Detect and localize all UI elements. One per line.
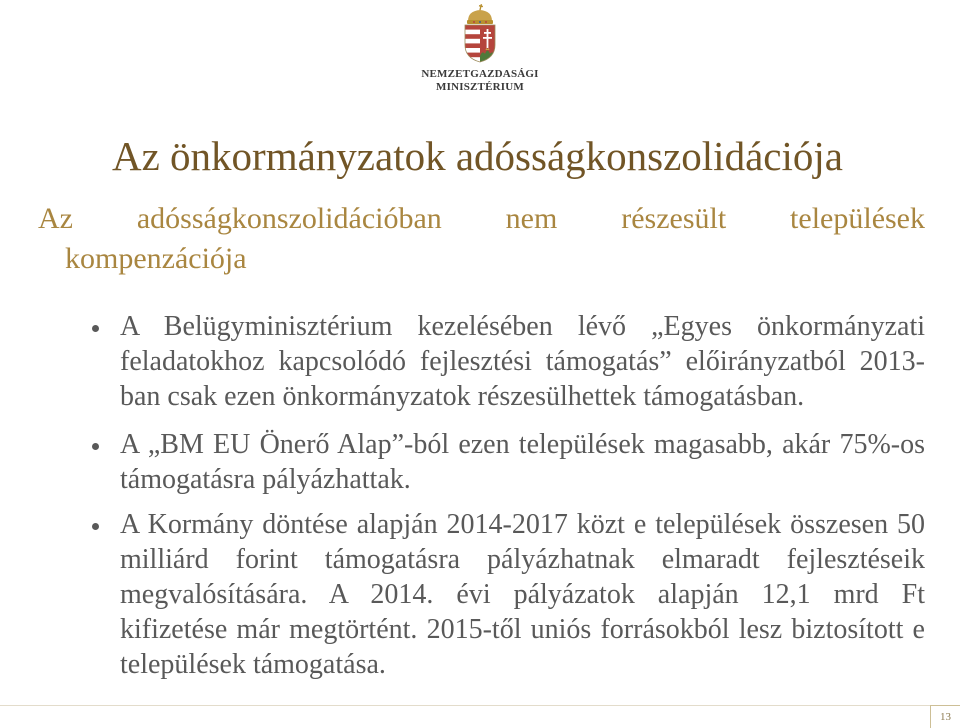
slide-title: Az önkormányzatok adósságkonszolidációja xyxy=(112,133,843,179)
bullet-line: A „BM EU Önerő Alap”-ból ezen települések magasabb, akár 75%-os xyxy=(120,429,925,460)
bullet-marker xyxy=(92,325,99,332)
crest-shield xyxy=(465,25,495,63)
bullet-point xyxy=(120,427,925,497)
crown-jewel xyxy=(485,21,487,23)
shield-stripe xyxy=(465,43,480,48)
bullet-marker xyxy=(92,443,99,450)
bullet-line: A Kormány döntése alapján 2014-2017 közt e települések összesen 50 xyxy=(120,509,925,540)
bullet-line: feladatokhoz kapcsolódó fejlesztési támogatás” előirányzatból 2013- xyxy=(120,346,925,377)
shield-stripe xyxy=(465,34,480,39)
shield-stripe xyxy=(465,25,480,30)
coat-of-arms-logo xyxy=(459,3,501,63)
bullet-line: települések támogatása. xyxy=(120,649,386,680)
bullet-line: támogatásra pályázhattak. xyxy=(120,464,411,495)
slide-subtitle xyxy=(38,199,925,279)
ministry-name-line-2: MINISZTÉRIUM xyxy=(436,81,524,93)
crown-arch xyxy=(468,10,492,21)
bullet-line: kifizetése már megtörtént. 2015-től uniós forrásokból lesz biztosított e xyxy=(120,614,925,645)
page-number: 13 xyxy=(930,705,960,728)
crown-jewel xyxy=(479,21,481,23)
crest-crown xyxy=(467,4,493,24)
ministry-name-line-1: NEMZETGAZDASÁGI xyxy=(421,68,539,80)
bullet-point xyxy=(120,507,925,682)
crown-jewel xyxy=(473,21,475,23)
bullet-line: A Belügyminisztérium kezelésében lévő „Egyes önkormányzati xyxy=(120,311,925,342)
bullet-marker xyxy=(92,523,99,530)
bullet-line: ban csak ezen önkormányzatok részesülhettek támogatásban. xyxy=(120,381,805,412)
subtitle-line: Az adósságkonszolidációban nem részesült települések xyxy=(38,202,925,235)
bullet-line: milliárd forint támogatásra pályázhatnak elmaradt fejlesztéseik xyxy=(120,544,925,575)
double-cross-upper-bar xyxy=(484,32,491,34)
bullet-point xyxy=(120,309,925,414)
double-cross-lower-bar xyxy=(483,37,492,39)
footer-divider xyxy=(0,705,930,706)
subtitle-line: kompenzációja xyxy=(65,242,247,275)
bullet-line: megvalósítására. A 2014. évi pályázatok alapján 12,1 mrd Ft xyxy=(120,579,925,610)
crown-cross xyxy=(478,4,483,11)
